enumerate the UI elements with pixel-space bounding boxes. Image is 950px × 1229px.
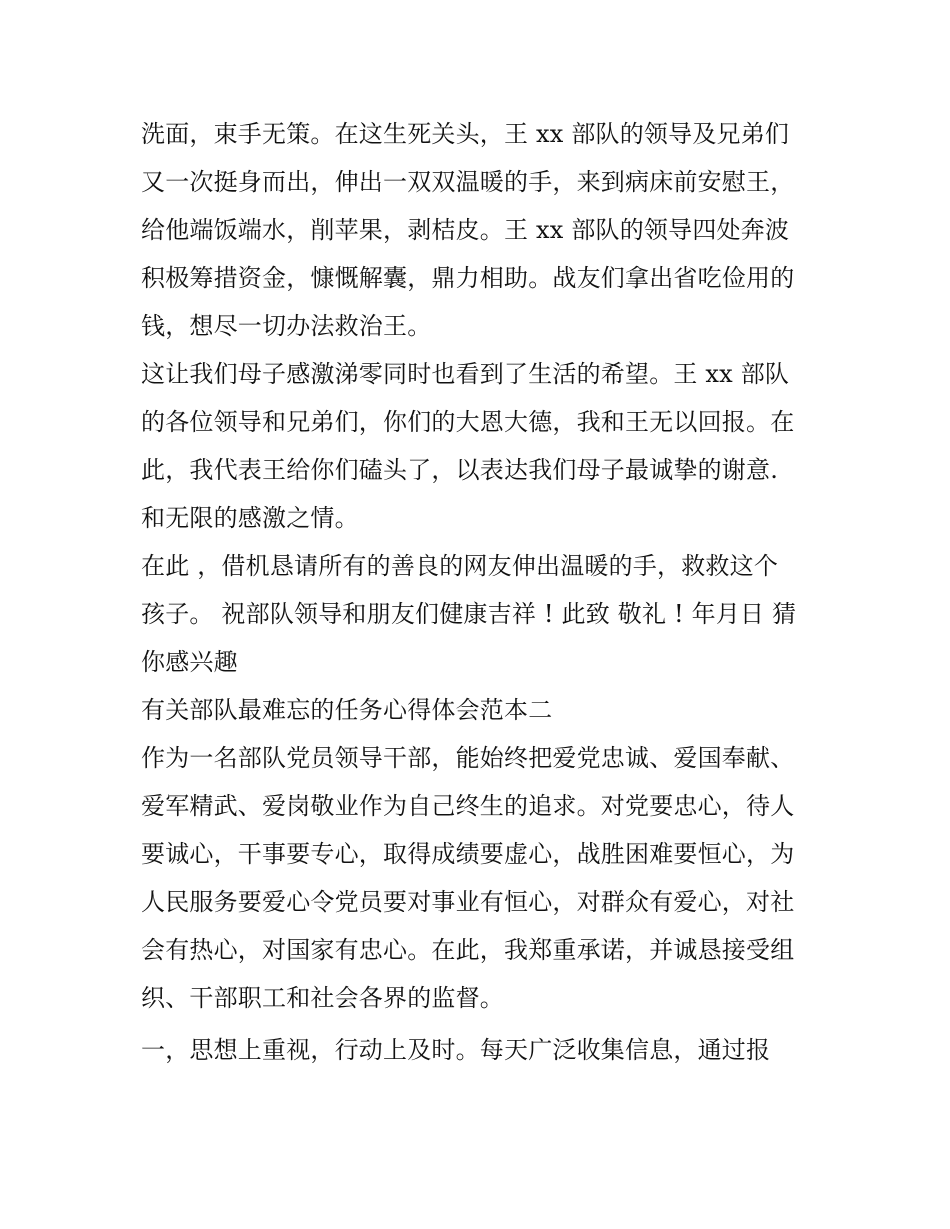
text-line: 的各位领导和兄弟们，你们的大恩大德，我和王无以回报。在 xyxy=(141,408,795,436)
text-line: 给他端饭端水，削苹果，剥桔皮。王 xx 部队的领导四处奔波 xyxy=(141,216,790,244)
text-line: 作为一名部队党员领导干部，能始终把爱党忠诚、爱国奉献、 xyxy=(141,744,795,772)
text-line: 又一次挺身而出，伸出一双双温暖的手，来到病床前安慰王， xyxy=(141,168,795,196)
text-line: 洗面，束手无策。在这生死关头，王 xx 部队的领导及兄弟们 xyxy=(141,120,790,148)
text-line: 织、干部职工和社会各界的监督。 xyxy=(141,984,504,1012)
text-line: 钱，想尽一切办法救治王。 xyxy=(141,312,432,340)
text-line: 一，思想上重视，行动上及时。每天广泛收集信息，通过报 xyxy=(141,1036,771,1064)
text-line: 要诚心，干事要专心，取得成绩要虚心，战胜困难要恒心，为 xyxy=(141,840,795,868)
text-line: 此，我代表王给你们磕头了，以表达我们母子最诚挚的谢意. xyxy=(141,456,779,484)
document-body xyxy=(141,110,821,1074)
text-line: 积极筹措资金，慷慨解囊，鼎力相助。战友们拿出省吃俭用的 xyxy=(141,264,795,292)
text-line: 你感兴趣 xyxy=(141,648,238,676)
text-line: 人民服务要爱心令党员要对事业有恒心，对群众有爱心，对社 xyxy=(141,888,795,916)
text-line: 爱军精武、爱岗敬业作为自己终生的追求。对党要忠心，待人 xyxy=(141,792,795,820)
text-line: 和无限的感激之情。 xyxy=(141,504,359,532)
text-line: 孩子。 祝部队领导和朋友们健康吉祥 ! 此致 敬礼 ! 年月日 猜 xyxy=(141,600,797,628)
text-line: 会有热心，对国家有忠心。在此，我郑重承诺，并诚恳接受组 xyxy=(141,936,795,964)
section-heading: 有关部队最难忘的任务心得体会范本二 xyxy=(141,696,553,724)
text-line: 这让我们母子感激涕零同时也看到了生活的希望。王 xx 部队 xyxy=(141,360,790,388)
text-line: 在此 ，借机恳请所有的善良的网友伸出温暖的手，救救这个 xyxy=(141,552,779,580)
